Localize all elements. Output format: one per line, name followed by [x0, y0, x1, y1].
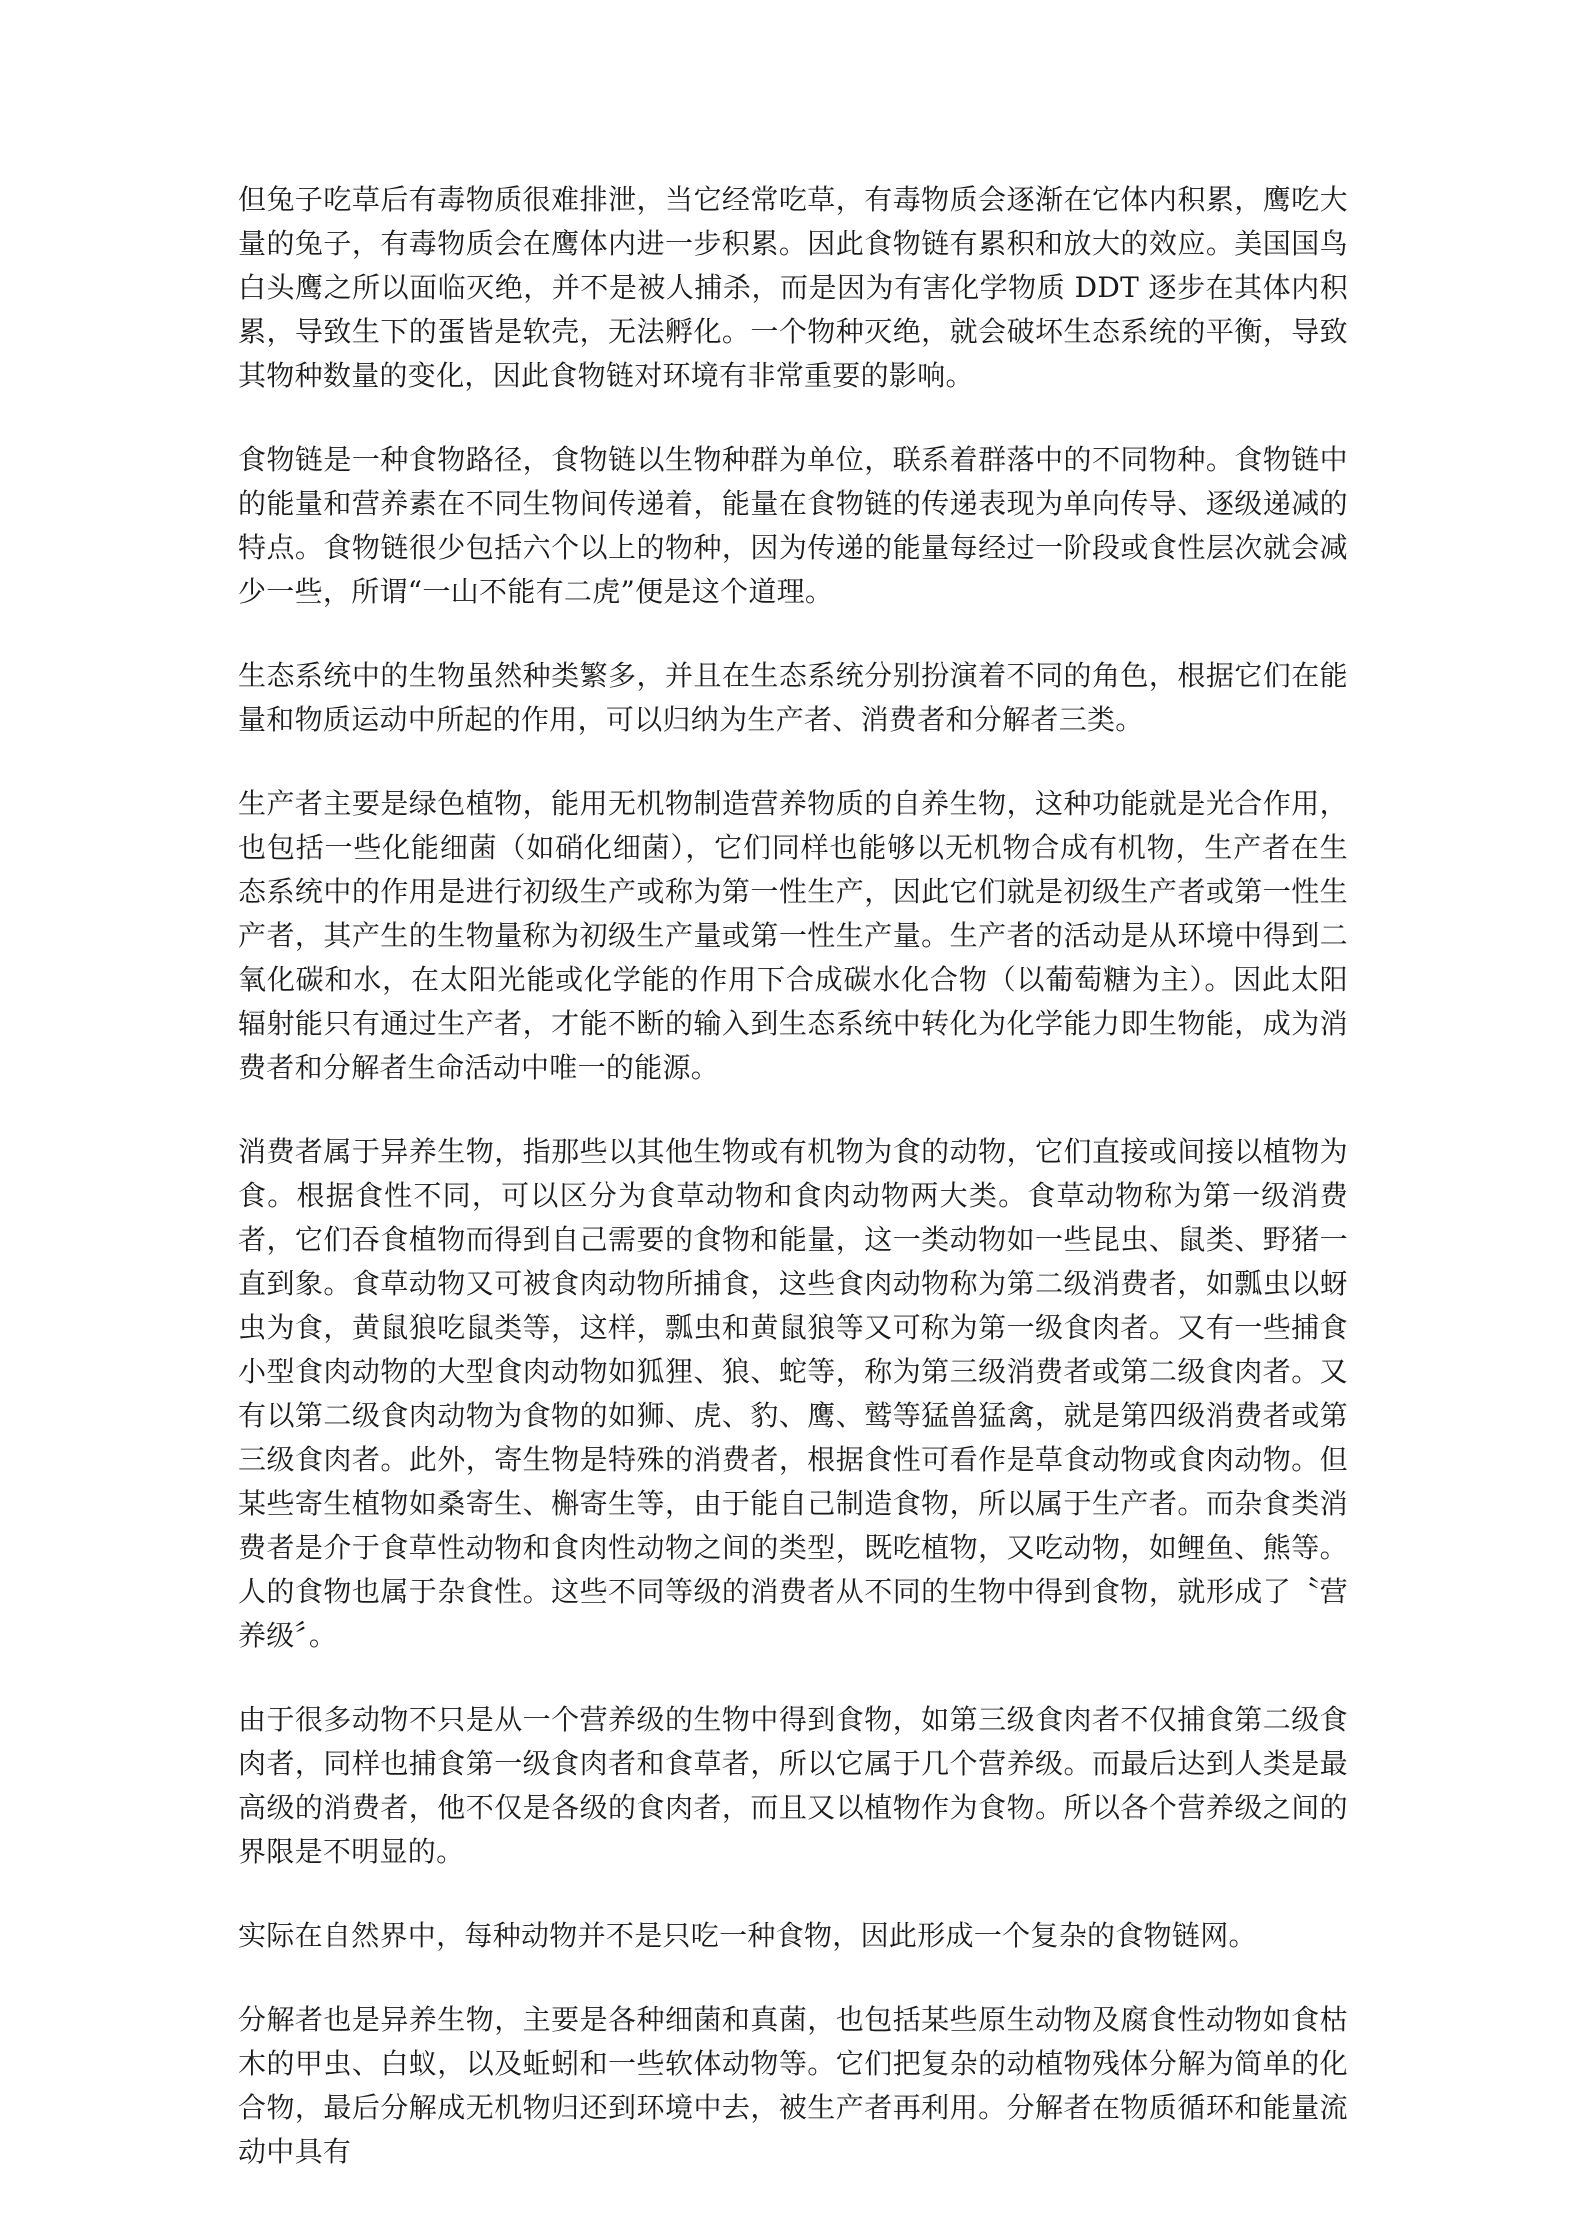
paragraph-decomposers: 分解者也是异养生物，主要是各种细菌和真菌，也包括某些原生动物及腐食性动物如食枯木的甲虫、白蚁，以及蚯蚓和一些软体动物等。它们把复杂的动植物残体分解为简单的化合物，最后分解成无机物归还到环境中去，被生产者再利用。分解者在物质循环和能量流动中具有 — [238, 2003, 1348, 2168]
paragraph-producers: 生产者主要是绿色植物，能用无机物制造营养物质的自养生物，这种功能就是光合作用，也包括一些化能细菌（如硝化细菌），它们同样也能够以无机物合成有机物，生产者在生态系统中的作用是进行初级生产或称为第一性生产，因此它们就是初级生产者或第一性生产者，其产生的生物量称为初级生产量或第一性生产量。生产者的活动是从环境中得到二氧化碳和水，在太阳光能或化学能的作用下合成碳水化合物（以葡萄糖为主）。因此太阳辐射能只有通过生产者，才能不断的输入到生态系统中转化为化学能力即生物能，成为消费者和分解者生命活动中唯一的能源。 — [238, 787, 1348, 1084]
document-body — [238, 178, 1348, 2214]
paragraph-consumers: 消费者属于异养生物，指那些以其他生物或有机物为食的动物，它们直接或间接以植物为食。根据食性不同，可以区分为食草动物和食肉动物两大类。食草动物称为第一级消费者，它们吞食植物而得到自己需要的食物和能量，这一类动物如一些昆虫、鼠类、野猪一直到象。食草动物又可被食肉动物所捕食，这些食肉动物称为第二级消费者，如瓢虫以蚜虫为食，黄鼠狼吃鼠类等，这样，瓢虫和黄鼠狼等又可称为第一级食肉者。又有一些捕食小型食肉动物的大型食肉动物如狐狸、狼、蛇等，称为第三级消费者或第二级食肉者。又有以第二级食肉动物为食物的如狮、虎、豹、鹰、鹫等猛兽猛禽，就是第四级消费者或第三级食肉者。此外，寄生物是特殊的消费者，根据食性可看作是草食动物或食肉动物。但某些寄生植物如桑寄生、槲寄生等，由于能自己制造食物，所以属于生产者。而杂食类消费者是介于食草性动物和食肉性动物之间的类型，既吃植物，又吃动物，如鲤鱼、熊等。人的食物也属于杂食性。这些不同等级的消费者从不同的生物中得到食物，就形成了〝营养级〞。 — [238, 1135, 1348, 1652]
paragraph-ecosystem-roles: 生态系统中的生物虽然种类繁多，并且在生态系统分别扮演着不同的角色，根据它们在能量和物质运动中所起的作用，可以归纳为生产者、消费者和分解者三类。 — [238, 659, 1348, 736]
paragraph-food-chain-definition: 食物链是一种食物路径，食物链以生物种群为单位，联系着群落中的不同物种。食物链中的能量和营养素在不同生物间传递着，能量在食物链的传递表现为单向传导、逐级递减的特点。食物链很少包括六个以上的物种，因为传递的能量每经过一阶段或食性层次就会减少一些，所谓“一山不能有二虎”便是这个道理。 — [238, 443, 1348, 608]
paragraph-food-chain-accumulation: 但兔子吃草后有毒物质很难排泄，当它经常吃草，有毒物质会逐渐在它体内积累，鹰吃大量的兔子，有毒物质会在鹰体内进一步积累。因此食物链有累积和放大的效应。美国国鸟白头鹰之所以面临灭绝，并不是被人捕杀，而是因为有害化学物质 DDT 逐步在其体内积累，导致生下的蛋皆是软壳，无法孵化。一个物种灭绝，就会破坏生态系统的平衡，导致其物种数量的变化，因此食物链对环境有非常重要的影响。 — [238, 183, 1348, 392]
paragraph-trophic-levels: 由于很多动物不只是从一个营养级的生物中得到食物，如第三级食肉者不仅捕食第二级食肉者，同样也捕食第一级食肉者和食草者，所以它属于几个营养级。而最后达到人类是最高级的消费者，他不仅是各级的食肉者，而且又以植物作为食物。所以各个营养级之间的界限是不明显的。 — [238, 1703, 1348, 1868]
paragraph-food-web: 实际在自然界中，每种动物并不是只吃一种食物，因此形成一个复杂的食物链网。 — [238, 1919, 1257, 1952]
